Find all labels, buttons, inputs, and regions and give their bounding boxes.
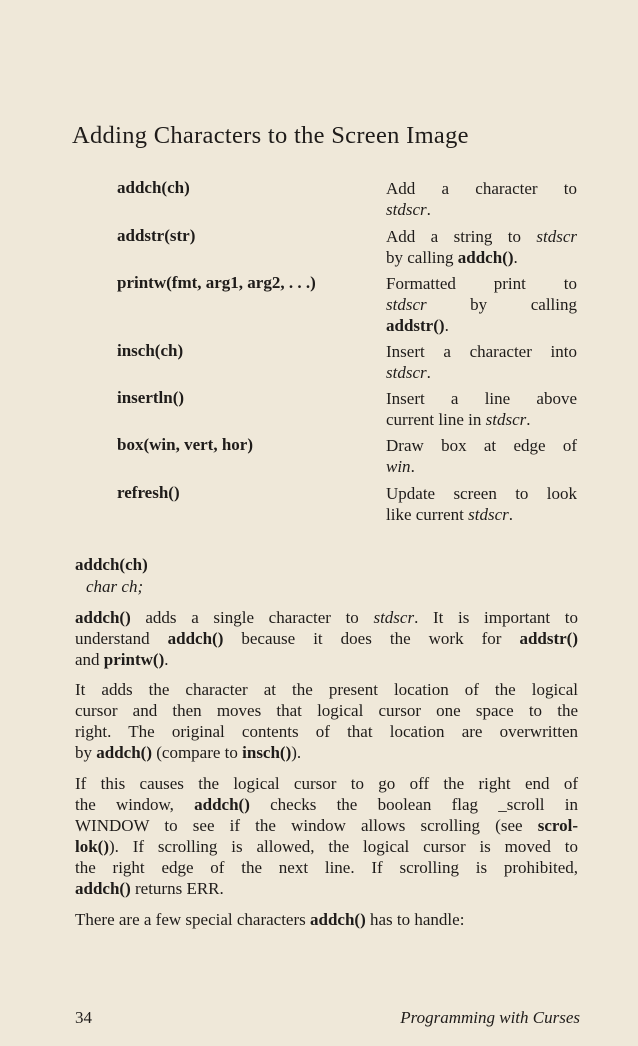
function-description <box>386 483 577 525</box>
description-line: Formatted print to <box>386 274 577 293</box>
description-line: like current stdscr. <box>386 505 514 524</box>
prototype-declaration: char ch; <box>86 577 144 596</box>
function-signature: refresh() <box>117 483 180 502</box>
paragraph-line: WINDOW to see if the window allows scrolling (see scrol- <box>75 816 578 835</box>
description-line: stdscr. <box>386 200 431 219</box>
paragraph <box>75 607 578 670</box>
paragraph <box>75 909 578 930</box>
running-footer-title: Programming with Curses <box>400 1008 580 1027</box>
description-line: by calling addch(). <box>386 248 518 267</box>
function-signature: insertln() <box>117 388 185 407</box>
section-heading: Adding Characters to the Screen Image <box>72 122 469 149</box>
paragraph <box>75 773 578 899</box>
description-line: Update screen to look <box>386 484 577 503</box>
description-line: addstr(). <box>386 316 449 335</box>
function-signature: addch(ch) <box>117 178 190 197</box>
description-line: current line in stdscr. <box>386 410 531 429</box>
paragraph-line: the window, addch() checks the boolean flag _scroll in <box>75 795 578 814</box>
prototype-name: addch(ch) <box>75 555 148 574</box>
paragraph-line: There are a few special characters addch() has to handle: <box>75 910 465 929</box>
paragraph-line: cursor and then moves that logical cursor one space to the <box>75 701 578 720</box>
page-number: 34 <box>75 1008 92 1027</box>
function-description <box>386 341 577 383</box>
paragraph-line: right. The original contents of that location are overwritten <box>75 722 578 741</box>
paragraph <box>75 679 578 763</box>
description-line: Add a character to <box>386 179 577 198</box>
function-description <box>386 435 577 477</box>
description-line: stdscr. <box>386 363 431 382</box>
paragraph-line: the right edge of the next line. If scrolling is prohibited, <box>75 858 578 877</box>
function-description <box>386 273 577 336</box>
paragraph-line: lok()). If scrolling is allowed, the logical cursor is moved to <box>75 837 578 856</box>
paragraph-line: addch() adds a single character to stdscr. It is important to <box>75 608 579 627</box>
paragraph-line: by addch() (compare to insch()). <box>75 743 302 762</box>
paragraph-line: addch() returns ERR. <box>75 879 224 898</box>
function-description <box>386 226 577 268</box>
function-description <box>386 388 577 430</box>
paragraph-line: understand addch() because it does the work for addstr() <box>75 629 579 648</box>
description-line: Insert a character into <box>386 342 577 361</box>
function-signature: box(win, vert, hor) <box>117 435 253 454</box>
function-signature: printw(fmt, arg1, arg2, . . .) <box>117 273 316 292</box>
paragraph-line: and printw(). <box>75 650 169 669</box>
function-prototype <box>75 554 148 598</box>
function-signature: insch(ch) <box>117 341 184 360</box>
description-line: Draw box at edge of <box>386 436 577 455</box>
description-line: Insert a line above <box>386 389 577 408</box>
description-line: win. <box>386 457 415 476</box>
function-description <box>386 178 577 220</box>
description-line: Add a string to stdscr <box>386 227 577 246</box>
paragraph-line: It adds the character at the present location of the logical <box>75 680 578 699</box>
description-line: stdscr by calling <box>386 295 577 314</box>
function-signature: addstr(str) <box>117 226 196 245</box>
paragraph-line: If this causes the logical cursor to go off the right end of <box>75 774 578 793</box>
